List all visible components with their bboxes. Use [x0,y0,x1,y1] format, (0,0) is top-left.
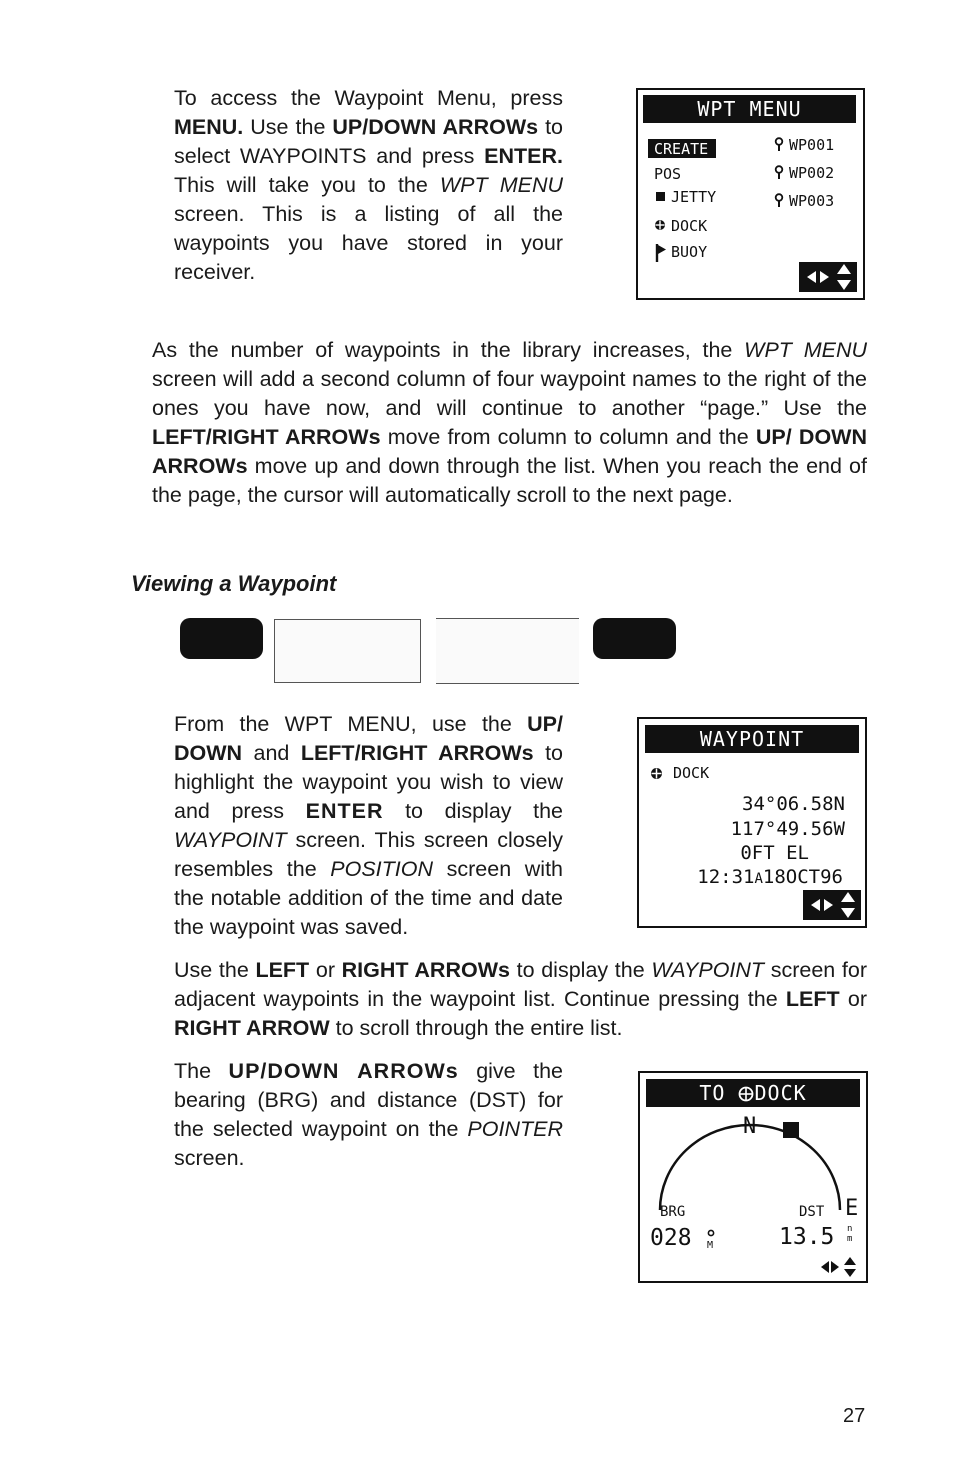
longitude-value: 117°49.56W [730,818,845,840]
date-value: 18OCT96 [762,866,843,888]
waypoint-screen [637,717,867,928]
key-button-light-2 [436,618,579,684]
degree-icon [707,1229,715,1237]
dst-label: DST [799,1204,825,1220]
pointer-screen [638,1071,868,1283]
crosshair-icon [650,767,663,780]
waypoint-wp002: WP002 [789,164,835,182]
menu-item-buoy: BUOY [671,243,708,261]
waypoint-wp003: WP003 [789,192,835,210]
pin-icon [774,165,784,180]
title-waypoint-name: DOCK [754,1081,807,1105]
title-prefix: TO [699,1081,726,1105]
time-value: 12:31 [697,866,755,888]
key-button-dark-2 [593,618,676,659]
square-icon [656,192,665,201]
waypoint-wp001: WP001 [789,136,835,154]
arrow-keys-icon [799,262,857,292]
menu-item-jetty: JETTY [671,188,717,206]
bearing-value: 028 [650,1225,692,1251]
section-heading: Viewing a Waypoint [131,571,337,596]
ampm-value: A [754,871,763,887]
pin-icon [774,193,784,208]
distance-unit-bottom: m [847,1234,853,1244]
key-button-dark-1 [180,618,263,659]
arrow-keys-indicator [803,890,861,920]
key-button-light-1 [274,619,421,683]
library-paragraph: As the number of waypoints in the library increases, the WPT MENU screen will add a second column of four waypoint names to the right of the ones you have now, and will continue to another “page.” Use the LEFT/RIGHT ARROWs move from column to column and the UP/ DOWN ARROWs move up and down through the list. When you reach the end of the page, the cursor will automatically scroll to the next page. [152,338,868,507]
arrow-keys-indicator [799,262,857,292]
intro-paragraph: To access the Waypoint Menu, press MENU. Use the UP/DOWN ARROWs to select WAYPOINTS and press ENTER. This will take you to the WPT MENU screen. This is a listing of all the waypoints you have stored in your receiver. [174,86,564,284]
compass-east-label: E [845,1196,859,1221]
compass-north-label: N [743,1114,757,1139]
adjacent-waypoints-paragraph: Use the LEFT or RIGHT ARROWs to display the WAYPOINT screen for adjacent waypoints in the waypoint list. Continue pressing the LEFT or RIGHT ARROW to scroll through the entire list. [174,958,867,1040]
wpt-menu-screen [636,88,865,300]
page-number: 27 [843,1405,866,1427]
bearing-unit: M [707,1240,714,1251]
arrow-keys-icon [818,1256,860,1278]
arrow-keys-icon [803,890,861,920]
brg-label: BRG [660,1204,686,1220]
latitude-value: 34°06.58N [742,793,845,815]
time-date-value [697,865,843,891]
pin-icon [774,137,784,152]
flag-icon [655,243,667,263]
heading-pointer-icon [783,1122,799,1138]
screen-title: WAYPOINT [645,725,859,753]
crosshair-icon [654,219,666,231]
distance-unit-top: n [847,1224,853,1234]
menu-item-create: CREATE [648,139,716,158]
elevation-value: 0FT EL [740,842,809,864]
menu-item-pos: POS [654,165,682,183]
distance-value: 13.5 [779,1224,835,1250]
bearing-distance-paragraph: The UP/DOWN ARROWs give the bearing (BRG) and distance (DST) for the selected waypoint on the POINTER screen. [174,1059,564,1170]
menu-item-dock: DOCK [671,217,708,235]
screen-title: WPT MENU [643,95,856,123]
view-waypoint-paragraph: From the WPT MENU, use the UP/ DOWN and LEFT/RIGHT ARROWs to highlight the waypoint you wish to view and press ENTER to display the WAYPOINT screen. This screen closely resembles the POSITION screen with the notable addition of the time and date the waypoint was saved. [174,712,563,939]
waypoint-name: DOCK [673,764,710,782]
